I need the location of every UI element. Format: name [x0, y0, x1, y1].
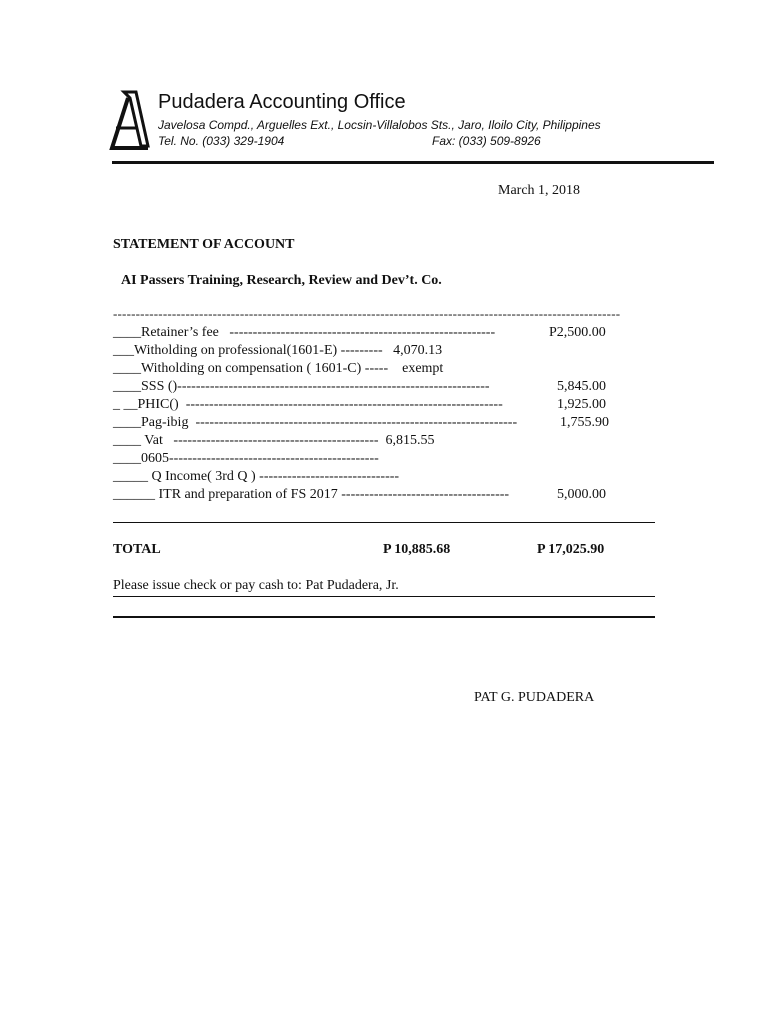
office-name: Pudadera Accounting Office: [158, 91, 406, 113]
line-item: [113, 397, 606, 415]
line-item: [113, 415, 609, 433]
line-item-label: _ __PHIC() --------------------------------------------------------------------: [113, 397, 503, 412]
letterhead-divider: [112, 161, 714, 164]
line-item: [113, 451, 379, 469]
line-item-amount: 5,000.00: [557, 487, 606, 502]
line-item-label: ____0605---------------------------------------------: [113, 451, 379, 466]
line-item-amount: 5,845.00: [557, 379, 606, 394]
total-grand: P 17,025.90: [537, 542, 605, 557]
line-item-amount: 1,925.00: [557, 397, 606, 412]
office-telephone: Tel. No. (033) 329-1904: [158, 134, 285, 148]
line-item: [113, 325, 606, 343]
line-item-label: ____Witholding on compensation ( 1601-C) ----- exempt: [113, 361, 444, 376]
line-item: [113, 469, 400, 487]
office-logo-icon: [108, 86, 158, 156]
line-item-amount: 1,755.90: [560, 415, 609, 430]
total-label: TOTAL: [113, 542, 161, 557]
total-subtotal: P 10,885.68: [383, 542, 451, 557]
dashed-separator: ----------------------------------------------------------------------------------------------------------------: [113, 306, 621, 321]
line-item: [113, 487, 606, 505]
line-item: [113, 379, 606, 397]
line-item-label: _____ Q Income( 3rd Q ) ------------------------------: [113, 469, 400, 484]
line-item-label: ______ ITR and preparation of FS 2017 ------------------------------------: [113, 487, 510, 502]
line-item: [113, 433, 435, 451]
payment-note: Please issue check or pay cash to: Pat Pudadera, Jr.: [113, 578, 399, 593]
footer-divider: [113, 616, 655, 618]
statement-title: STATEMENT OF ACCOUNT: [113, 237, 295, 252]
total-divider: [113, 522, 655, 523]
line-item: [113, 343, 443, 361]
line-item: [113, 361, 444, 379]
office-fax: Fax: (033) 509-8926: [432, 134, 541, 148]
line-item-label: ___Witholding on professional(1601-E) --------- 4,070.13: [113, 343, 443, 358]
line-item-label: ____Retainer’s fee ---------------------------------------------------------: [113, 325, 496, 340]
line-item-amount: P2,500.00: [549, 325, 606, 340]
line-item-label: ____Pag-ibig ---------------------------------------------------------------------: [113, 415, 518, 430]
payment-underline: [113, 596, 655, 597]
office-address: Javelosa Compd., Arguelles Ext., Locsin-Villalobos Sts., Jaro, Iloilo City, Philippines: [158, 118, 601, 132]
line-item-label: ____SSS ()-------------------------------------------------------------------: [113, 379, 490, 394]
client-name: AI Passers Training, Research, Review and Dev’t. Co.: [121, 273, 442, 288]
signer-name: PAT G. PUDADERA: [474, 690, 595, 705]
line-item-label: ____ Vat -------------------------------------------- 6,815.55: [113, 433, 435, 448]
statement-date: March 1, 2018: [498, 183, 581, 198]
